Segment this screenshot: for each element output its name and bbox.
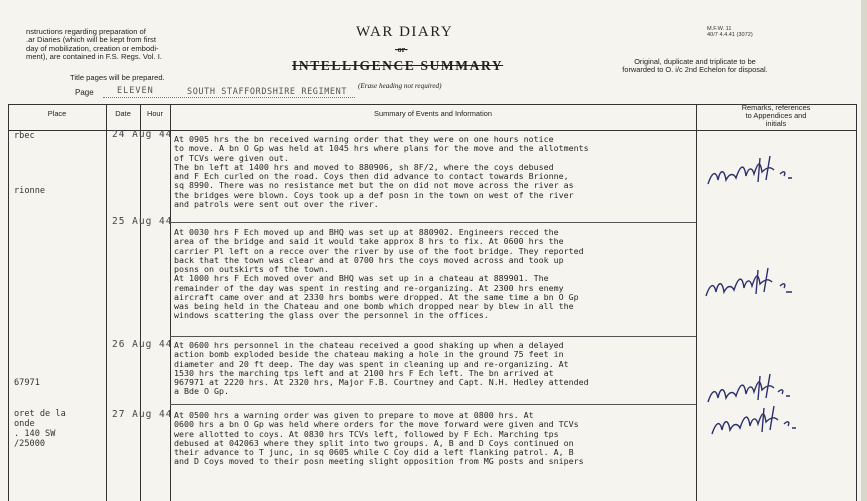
original-duplicate-note: Original, duplicate and triplicate to be forwarded to O. i/c 2nd Echelon for disposal. (622, 57, 768, 75)
date-cell: 27 Aug 44 (112, 409, 173, 420)
date-cell: 26 Aug 44 (112, 339, 173, 350)
place-cell: rbec (14, 131, 35, 141)
col-remarks: Remarks, references to Appendices and initials (741, 103, 811, 128)
erase-heading-note: (Erase heading not required) (358, 82, 442, 90)
form-number: M.F.W. 11 40/7 4.4.41 (3072) (707, 26, 753, 39)
diary-entry: At 0500 hrs a warning order was given to prepare to move at 0800 hrs. At 0600 hrs a bn O Gp was held where orders for the move forward were given and TCVs were allotted to coys. At 0830 hrs TCVs left, followed by F Ech. Marching tps debused at 042063 where they split into two groups. A, B and D Coys continued on their advance to T junc, in sq 0605 while C Coy did a left flanking patrol. A, B and D Coys moved to their posn meeting slight opposition from MG posts and snipers (174, 410, 584, 467)
place-cell: rionne (14, 186, 46, 196)
signature-initials (704, 402, 814, 442)
place-date-divider (106, 104, 107, 501)
dotted-line (103, 97, 355, 98)
place-cell: oret de la onde . 140 SW /25000 (14, 409, 66, 449)
col-date: Date (115, 109, 131, 118)
summary-remarks-divider (696, 104, 697, 501)
col-place: Place (47, 109, 67, 118)
date-cell: 24 Aug 44 (112, 129, 173, 140)
entry-separator (170, 404, 696, 405)
entry-separator (170, 222, 696, 223)
entry-separator (170, 336, 696, 337)
date-hour-divider (140, 104, 141, 501)
col-summary: Summary of Events and Information (374, 109, 492, 118)
instructions-note: nstructions regarding preparation of .ar Diaries (which will be kept from first day of mobilization, creation or embodi- ment), are contained in F.S. Regs. Vol. I. (26, 27, 162, 62)
page-number: ELEVEN (117, 86, 154, 96)
or-mark: -or- (395, 45, 408, 54)
unit-name: SOUTH STAFFORDSHIRE REGIMENT (187, 87, 348, 97)
diary-entry: At 0600 hrs personnel in the chateau received a good shaking up when a delayed action bomb exploded beside the chateau making a hole in the ground 75 feet in diameter and 20 ft deep. The day was spent in cleaning up and re-organizing. At 1530 hrs the marching tps left and at 2100 hrs F Ech left. The bn arrived at 967971 at 2220 hrs. At 2320 hrs, Major F.B. Courtney and Capt. N.H. Hedley attended a Bde O Gp. (174, 340, 589, 397)
war-diary-title: WAR DIARY (356, 24, 454, 40)
signature-initials (700, 152, 810, 192)
diary-entry: At 0905 hrs the bn received warning order that they were on one hours notice to move. A bn O Gp was held at 1045 hrs where plans for the move and the allotments of TCVs were given out. The bn left at 1400 hrs and moved to 880906, sh 8F/2, where the coys debused and F Ech curled on the road. Coys then did advance to contact towards Brionne, sq 8990. There was no resistance met but the on did not move across the river as the bridges were blown. Coys took up a def posn in the town on west of the river and patrols were sent out over the river. (174, 134, 589, 209)
intelligence-summary-title: INTELLIGENCE SUMMARY (292, 58, 504, 73)
scan-edge (861, 0, 867, 501)
table-right-border (856, 104, 857, 501)
page-label: Page (75, 88, 94, 97)
hour-summary-divider (170, 104, 171, 501)
diary-entry: At 0030 hrs F Ech moved up and BHQ was set up at 880902. Engineers recced the area of the bridge and said it would take approx 8 hrs to fix. At 0600 hrs the carrier Pl left on a recce over the river by use of the foot bridge. They reported back that the town was clear and at 0700 hrs the coys moved across and took up posns on outskirts of the town. At 1000 hrs F Ech moved over and BHQ was set up in a chateau at 889901. The remainder of the day was spent in resting and re-organizing. At 2300 hrs enemy aircraft came over and at 2330 hrs bombs were dropped. At the same time a bn O Gp was being held in the Chateau and one bomb which dropped near by blew in all the windows scattering the glass over the personnel in the offices. (174, 227, 584, 321)
date-cell: 25 Aug 44 (112, 216, 173, 227)
signature-initials (700, 262, 810, 302)
table-left-border (8, 104, 9, 501)
title-pages-note: Title pages will be prepared. (70, 73, 165, 82)
col-hour: Hour (146, 109, 164, 118)
place-cell: 67971 (14, 378, 40, 388)
